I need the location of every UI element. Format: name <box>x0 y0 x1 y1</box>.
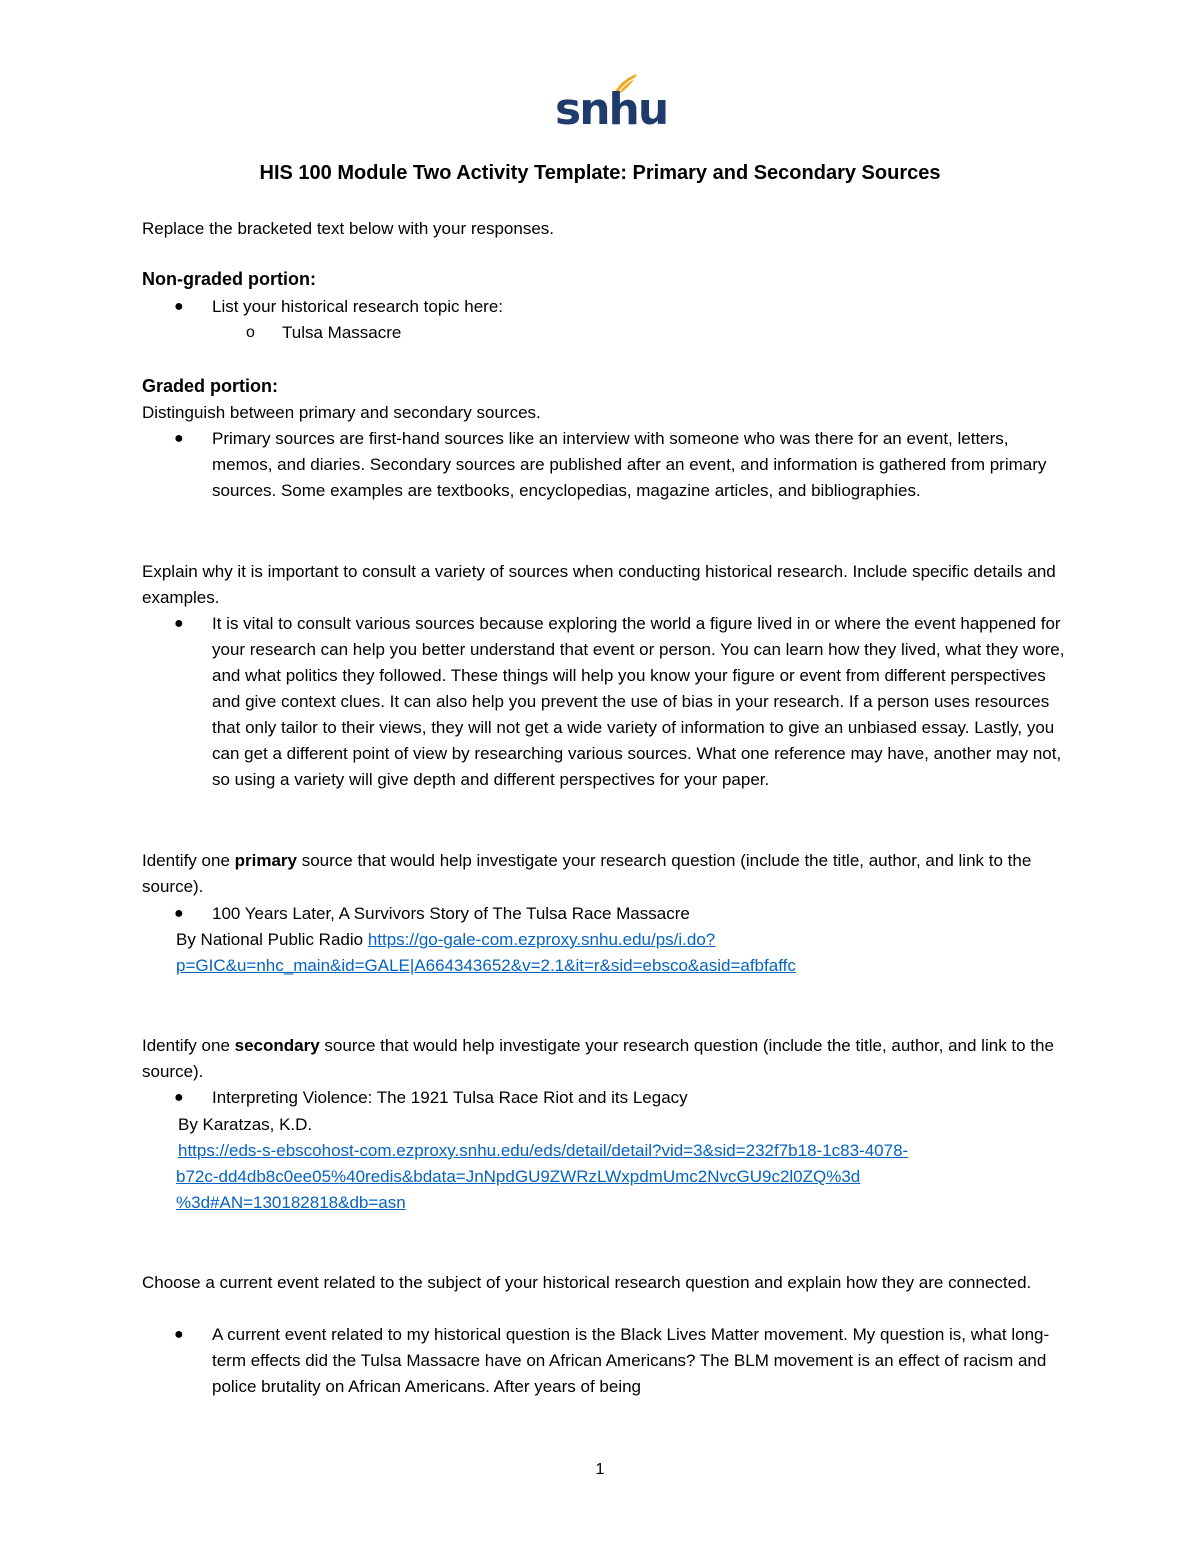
secondary-source-link[interactable]: https://eds-s-ebscohost-com.ezproxy.snhu.edu/eds/detail/detail?vid=3&sid=232f7b18-1c83-4078- <box>178 1141 909 1160</box>
bullet-icon: ● <box>174 1326 184 1343</box>
document-title: HIS 100 Module Two Activity Template: Primary and Secondary Sources <box>259 162 941 184</box>
secondary-prompt-pre: Identify one <box>142 1036 235 1055</box>
secondary-prompt-post: source that would help investigate your research question (include the title, author, and link to the source). <box>142 1036 1054 1081</box>
instructions-text: Replace the bracketed text below with your responses. <box>142 219 555 238</box>
primary-source-link[interactable]: https://go-gale-com.ezproxy.snhu.edu/ps/i.do? <box>367 930 716 949</box>
primary-prompt-bold: primary <box>234 851 297 870</box>
snhu-logo <box>555 72 668 136</box>
distinguish-prompt: Distinguish between primary and secondary sources. <box>142 403 541 422</box>
page-number: 1 <box>595 1461 605 1478</box>
secondary-source-link-cont[interactable]: b72c-dd4db8c0ee05%40redis&bdata=JnNpdGU9ZWRzLWxpdmUmc2NvcGU9c2l0ZQ%3d <box>176 1167 861 1186</box>
graded-heading: Graded portion: <box>142 376 278 396</box>
bullet-icon: ● <box>174 905 184 922</box>
secondary-prompt-bold: secondary <box>234 1036 320 1055</box>
list-item-text: List your historical research topic here: <box>212 297 504 316</box>
secondary-source-link-end[interactable]: %3d#AN=130182818&db=asn <box>176 1193 406 1212</box>
primary-prompt-pre: Identify one <box>142 851 235 870</box>
primary-prompt <box>142 848 1072 900</box>
primary-prompt-post: source that would help investigate your research question (include the title, author, and link to the source). <box>142 851 1032 896</box>
primary-source-author: By National Public Radio <box>176 930 368 949</box>
current-event-prompt: Choose a current event related to the subject of your historical research question and explain how they are connected. <box>142 1273 1032 1292</box>
bullet-icon: ● <box>174 615 184 632</box>
distinguish-answer: Primary sources are first-hand sources like an interview with someone who was there for an event, letters, memos, and diaries. Secondary sources are published after an event, and information is gathered from primary sources. Some examples are textbooks, encyclopedias, magazine articles, and bibliographies. <box>212 429 1047 500</box>
variety-answer: It is vital to consult various sources because exploring the world a figure lived in or where the event happened for your research can help you better understand that event or person. You can learn how they lived, what they wore, and what politics they followed. These things will help you know your figure or event from different perspectives and give context clues. It can also help you prevent the use of bias in your research. If a person uses resources that only tailor to their views, they will not get a wide variety of information to give an unbiased essay. Lastly, you can get a different point of view by researching various sources. What one reference may have, another may not, so using a variety will give depth and different perspectives for your paper. <box>212 614 1065 789</box>
secondary-source-author: By Karatzas, K.D. <box>178 1115 313 1134</box>
nongraded-heading: Non-graded portion: <box>142 269 316 289</box>
bullet-icon: ● <box>174 298 184 315</box>
variety-prompt: Explain why it is important to consult a variety of sources when conducting historical research. Include specific details and examples. <box>142 562 1056 607</box>
logo-wordmark: snhu <box>555 84 668 135</box>
secondary-source-title: Interpreting Violence: The 1921 Tulsa Race Riot and its Legacy <box>212 1088 688 1107</box>
sub-bullet-icon: o <box>246 324 255 341</box>
secondary-prompt <box>142 1033 1072 1085</box>
bullet-icon: ● <box>174 430 184 447</box>
bullet-icon: ● <box>174 1089 184 1106</box>
primary-source-link-cont[interactable]: p=GIC&u=nhc_main&id=GALE|A664343652&v=2.1&it=r&sid=ebsco&asid=afbfaffc <box>176 956 796 975</box>
primary-source-author-line <box>176 927 715 953</box>
research-topic: Tulsa Massacre <box>282 323 402 342</box>
primary-source-title: 100 Years Later, A Survivors Story of The Tulsa Race Massacre <box>212 904 690 923</box>
current-event-answer: A current event related to my historical question is the Black Lives Matter movement. My question is, what long-term effects did the Tulsa Massacre have on African Americans? The BLM movement is an effect of racism and police brutality on African Americans. After years of being <box>212 1325 1050 1396</box>
